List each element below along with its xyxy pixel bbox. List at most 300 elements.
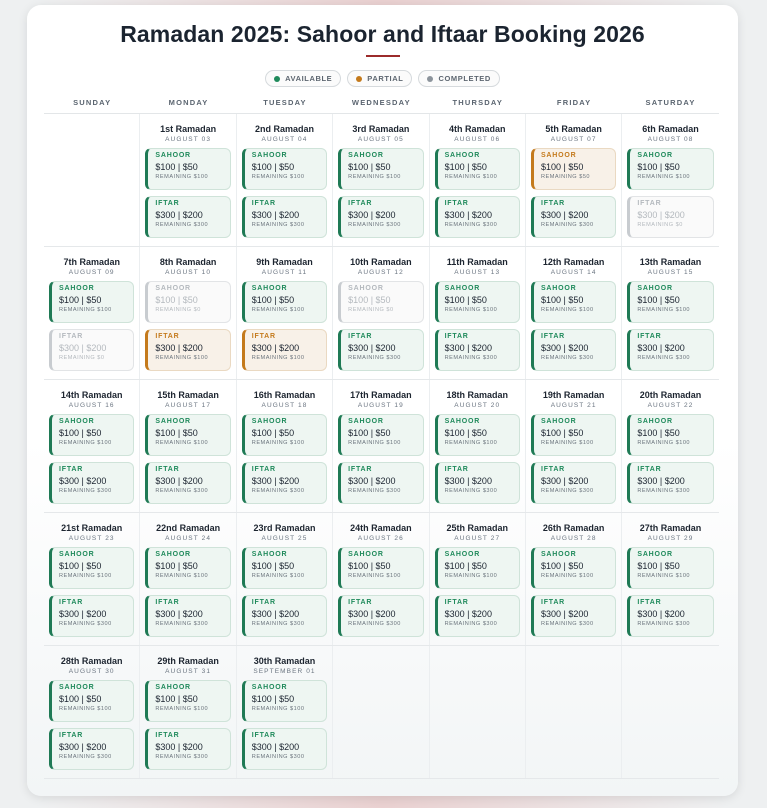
empty-cell [622,646,718,778]
day-header [526,380,621,409]
ramadan-day-name: 22nd Ramadan [156,523,221,533]
iftar-slot-partial[interactable] [242,329,327,371]
iftar-price: $300 | $200 [444,476,492,486]
sahoor-remaining: REMAINING $100 [540,307,594,313]
sahoor-slot-available[interactable] [627,148,713,190]
sahoor-slot-available[interactable] [338,148,423,190]
legend-label: COMPLETED [438,74,491,83]
calendar-grid [44,96,719,779]
iftar-label: IFTAR [540,466,566,473]
iftar-price: $300 | $200 [59,742,107,752]
weekday-friday: FRIDAY [556,98,592,107]
iftar-slot-available[interactable] [242,196,327,238]
sahoor-slot-available[interactable] [49,680,134,722]
day-header [140,513,235,542]
sahoor-price: $100 | $50 [444,162,487,172]
iftar-remaining: REMAINING $300 [251,621,305,627]
iftar-remaining: REMAINING $300 [444,222,498,228]
sahoor-slot-available[interactable] [435,281,520,323]
day-header [140,247,235,276]
sahoor-label: SAHOOR [540,285,577,292]
iftar-remaining: REMAINING $300 [637,621,691,627]
iftar-slot-available[interactable] [435,595,520,637]
iftar-slot-available[interactable] [49,595,134,637]
iftar-price: $300 | $200 [540,343,589,353]
sahoor-price: $100 | $50 [637,428,680,438]
ramadan-day-name: 30th Ramadan [253,656,316,666]
sahoor-label: SAHOOR [251,285,288,292]
sahoor-price: $100 | $50 [348,428,391,438]
sahoor-remaining: REMAINING $100 [155,706,209,712]
ramadan-day-name: 16th Ramadan [253,390,316,400]
sahoor-slot-available[interactable] [338,547,423,589]
sahoor-slot-available[interactable] [627,281,713,323]
sahoor-slot-completed [338,281,423,323]
iftar-price: $300 | $200 [59,476,107,486]
sahoor-label: SAHOOR [637,152,673,159]
iftar-price: $300 | $200 [540,609,589,619]
gregorian-date: AUGUST 21 [550,402,597,409]
iftar-slot-available[interactable] [49,462,134,504]
sahoor-label: SAHOOR [444,418,481,425]
sahoor-remaining: REMAINING $100 [444,573,498,579]
day-cell [526,380,622,512]
sahoor-label: SAHOOR [637,285,673,292]
day-header [140,646,235,675]
ramadan-day-name: 27th Ramadan [639,523,702,533]
sahoor-price: $100 | $50 [59,561,102,571]
weekday-thursday: THURSDAY [452,98,504,107]
ramadan-day-name: 29th Ramadan [157,656,219,666]
iftar-remaining: REMAINING $300 [444,488,498,494]
gregorian-date: AUGUST 06 [454,136,501,143]
weekday-monday: MONDAY [168,98,209,107]
sahoor-price: $100 | $50 [348,162,391,172]
iftar-label: IFTAR [155,599,180,606]
sahoor-slot-available[interactable] [627,547,713,589]
ramadan-day-name: 20th Ramadan [639,390,702,400]
day-cell [526,513,622,645]
iftar-slot-available[interactable] [531,462,616,504]
sahoor-slot-available[interactable] [242,414,327,456]
sahoor-label: SAHOOR [348,152,384,159]
iftar-slot-available[interactable] [338,196,423,238]
sahoor-slot-available[interactable] [627,414,713,456]
iftar-remaining: REMAINING $0 [59,355,105,361]
sahoor-slot-available[interactable] [338,414,423,456]
iftar-slot-available[interactable] [145,196,230,238]
iftar-slot-completed [49,329,134,371]
sahoor-slot-available[interactable] [531,281,616,323]
gregorian-date: AUGUST 03 [165,136,212,143]
empty-cell [333,646,429,778]
legend-completed [418,70,499,87]
sahoor-price: $100 | $50 [540,428,584,438]
sahoor-price: $100 | $50 [637,295,680,305]
iftar-remaining: REMAINING $300 [251,222,305,228]
sahoor-label: SAHOOR [251,684,288,691]
day-cell [44,247,140,379]
sahoor-remaining: REMAINING $100 [348,440,401,446]
sahoor-slot-available[interactable] [49,281,134,323]
iftar-slot-available[interactable] [242,595,327,637]
iftar-slot-available[interactable] [435,196,520,238]
partial-dot-icon [356,76,362,82]
iftar-remaining: REMAINING $300 [637,355,691,361]
iftar-price: $300 | $200 [251,742,300,752]
ramadan-day-name: 19th Ramadan [542,390,605,400]
iftar-label: IFTAR [444,333,469,340]
day-header [140,380,235,409]
day-cell [333,380,429,512]
gregorian-date: AUGUST 08 [647,136,694,143]
weekday-wednesday: WEDNESDAY [351,98,411,107]
gregorian-date: AUGUST 17 [165,402,212,409]
sahoor-slot-available[interactable] [49,547,134,589]
day-header [526,513,621,542]
iftar-price: $300 | $200 [348,210,396,220]
gregorian-date: AUGUST 22 [647,402,694,409]
iftar-remaining: REMAINING $300 [540,355,594,361]
sahoor-price: $100 | $50 [155,561,198,571]
sahoor-slot-partial[interactable] [531,148,616,190]
sahoor-slot-available[interactable] [242,281,327,323]
sahoor-slot-completed [145,281,230,323]
empty-cell [526,646,622,778]
day-cell [44,646,140,778]
gregorian-date: SEPTEMBER 01 [253,668,316,675]
sahoor-slot-available[interactable] [531,547,616,589]
iftar-label: IFTAR [59,466,84,473]
iftar-label: IFTAR [540,599,566,606]
sahoor-slot-available[interactable] [435,414,520,456]
sahoor-label: SAHOOR [251,152,288,159]
ramadan-day-name: 11th Ramadan [446,257,508,267]
day-header [333,513,428,542]
day-header [333,114,428,143]
day-cell [333,114,429,246]
sahoor-label: SAHOOR [59,285,95,292]
day-header [430,114,525,143]
sahoor-price: $100 | $50 [348,295,391,305]
day-cell [237,247,333,379]
ramadan-day-name: 15th Ramadan [157,390,219,400]
gregorian-date: AUGUST 18 [261,402,308,409]
gregorian-date: AUGUST 29 [647,535,694,542]
sahoor-remaining: REMAINING $100 [59,706,112,712]
gregorian-date: AUGUST 15 [647,269,694,276]
iftar-price: $300 | $200 [637,343,685,353]
iftar-price: $300 | $200 [155,742,203,752]
iftar-label: IFTAR [251,333,276,340]
sahoor-remaining: REMAINING $100 [444,307,498,313]
day-cell [430,114,526,246]
iftar-remaining: REMAINING $300 [637,488,691,494]
sahoor-label: SAHOOR [59,684,95,691]
day-header [237,646,332,675]
sahoor-price: $100 | $50 [348,561,391,571]
sahoor-label: SAHOOR [540,551,577,558]
sahoor-price: $100 | $50 [59,694,102,704]
ramadan-day-name: 21st Ramadan [61,523,123,533]
ramadan-day-name: 10th Ramadan [350,257,412,267]
sahoor-slot-available[interactable] [435,547,520,589]
ramadan-day-name: 12th Ramadan [542,257,605,267]
sahoor-price: $100 | $50 [251,295,295,305]
sahoor-price: $100 | $50 [540,162,584,172]
iftar-price: $300 | $200 [155,476,203,486]
iftar-remaining: REMAINING $300 [348,355,401,361]
sahoor-remaining: REMAINING $100 [155,440,209,446]
iftar-remaining: REMAINING $300 [540,488,594,494]
day-header [333,247,428,276]
page-title: Ramadan 2025: Sahoor and Iftaar Booking 2026 [120,21,645,47]
gregorian-date: AUGUST 16 [68,402,115,409]
iftar-remaining: REMAINING $300 [59,754,112,760]
sahoor-slot-available[interactable] [435,148,520,190]
day-header [622,513,718,542]
sahoor-remaining: REMAINING $100 [251,307,305,313]
gregorian-date: AUGUST 26 [357,535,404,542]
gregorian-date: AUGUST 30 [68,668,115,675]
iftar-slot-available[interactable] [145,728,230,770]
sahoor-remaining: REMAINING $100 [540,573,594,579]
day-header [430,513,525,542]
day-cell [333,247,429,379]
day-cell [237,513,333,645]
day-cell [622,114,718,246]
iftar-label: IFTAR [251,200,276,207]
gregorian-date: AUGUST 05 [357,136,404,143]
iftar-price: $300 | $200 [251,476,300,486]
bottom-glow [40,794,727,808]
iftar-price: $300 | $200 [540,210,589,220]
iftar-label: IFTAR [348,599,373,606]
available-dot-icon [274,76,280,82]
calendar-week [44,247,719,380]
ramadan-day-name: 9th Ramadan [256,257,313,267]
iftar-remaining: REMAINING $300 [251,488,305,494]
sahoor-label: SAHOOR [155,684,191,691]
iftar-price: $300 | $200 [637,210,685,220]
iftar-price: $300 | $200 [637,609,685,619]
sahoor-remaining: REMAINING $0 [155,307,201,313]
iftar-slot-available[interactable] [242,462,327,504]
booking-card [27,5,738,796]
gregorian-date: AUGUST 07 [550,136,597,143]
sahoor-label: SAHOOR [155,551,191,558]
sahoor-remaining: REMAINING $100 [637,307,691,313]
iftar-price: $300 | $200 [348,609,396,619]
gregorian-date: AUGUST 20 [454,402,501,409]
sahoor-remaining: REMAINING $100 [540,440,594,446]
sahoor-label: SAHOOR [540,418,577,425]
day-cell [622,513,718,645]
sahoor-label: SAHOOR [59,418,95,425]
day-header [622,247,718,276]
legend-label: AVAILABLE [285,74,333,83]
sahoor-label: SAHOOR [59,551,95,558]
iftar-label: IFTAR [637,200,662,207]
sahoor-slot-available[interactable] [145,547,230,589]
iftar-price: $300 | $200 [348,476,396,486]
weekday-sunday: SUNDAY [73,98,112,107]
sahoor-label: SAHOOR [540,152,577,159]
day-cell [140,380,236,512]
legend-label: PARTIAL [367,74,404,83]
iftar-slot-available[interactable] [338,329,423,371]
day-header [526,247,621,276]
iftar-slot-available[interactable] [627,329,713,371]
day-cell [237,380,333,512]
legend-partial [347,70,412,87]
sahoor-remaining: REMAINING $100 [348,573,401,579]
ramadan-day-name: 25th Ramadan [446,523,509,533]
iftar-label: IFTAR [348,200,373,207]
iftar-slot-completed [627,196,713,238]
day-header [430,247,525,276]
sahoor-label: SAHOOR [155,418,191,425]
iftar-price: $300 | $200 [251,210,300,220]
gregorian-date: AUGUST 31 [165,668,212,675]
day-header [44,380,139,409]
ramadan-day-name: 3rd Ramadan [352,124,410,134]
sahoor-slot-available[interactable] [242,547,327,589]
ramadan-day-name: 23rd Ramadan [253,523,316,533]
iftar-label: IFTAR [637,466,662,473]
iftar-label: IFTAR [155,333,180,340]
sahoor-slot-available[interactable] [242,680,327,722]
iftar-remaining: REMAINING $300 [155,754,209,760]
iftar-slot-available[interactable] [338,462,423,504]
weekday-saturday: SATURDAY [645,98,696,107]
calendar-weeks [44,114,719,779]
iftar-label: IFTAR [348,466,373,473]
gregorian-date: AUGUST 11 [261,269,308,276]
iftar-remaining: REMAINING $300 [348,488,401,494]
day-cell [140,247,236,379]
sahoor-label: SAHOOR [251,551,288,558]
sahoor-remaining: REMAINING $100 [155,573,209,579]
iftar-remaining: REMAINING $0 [637,222,683,228]
iftar-remaining: REMAINING $300 [540,222,594,228]
iftar-slot-available[interactable] [627,462,713,504]
empty-cell [44,114,140,246]
sahoor-price: $100 | $50 [155,295,198,305]
gregorian-date: AUGUST 14 [550,269,597,276]
iftar-remaining: REMAINING $300 [155,488,209,494]
ramadan-day-name: 4th Ramadan [449,124,506,134]
empty-cell [430,646,526,778]
sahoor-remaining: REMAINING $50 [540,174,591,180]
sahoor-slot-available[interactable] [242,148,327,190]
iftar-remaining: REMAINING $300 [348,621,401,627]
sahoor-label: SAHOOR [637,418,673,425]
iftar-slot-available[interactable] [435,462,520,504]
day-cell [140,114,236,246]
sahoor-price: $100 | $50 [59,428,102,438]
gregorian-date: AUGUST 25 [261,535,308,542]
iftar-slot-available[interactable] [531,196,616,238]
sahoor-label: SAHOOR [348,285,384,292]
day-header [237,114,332,143]
iftar-label: IFTAR [540,200,566,207]
day-cell [44,513,140,645]
iftar-label: IFTAR [251,466,276,473]
iftar-label: IFTAR [637,599,662,606]
day-header [237,513,332,542]
day-cell [430,380,526,512]
sahoor-remaining: REMAINING $100 [59,440,112,446]
day-cell [237,646,333,778]
iftar-slot-available[interactable] [49,728,134,770]
sahoor-slot-available[interactable] [531,414,616,456]
gregorian-date: AUGUST 19 [357,402,404,409]
iftar-label: IFTAR [59,333,84,340]
sahoor-price: $100 | $50 [59,295,102,305]
calendar-week [44,646,719,779]
day-header [44,646,139,675]
iftar-price: $300 | $200 [637,476,685,486]
iftar-slot-partial[interactable] [145,329,230,371]
day-header [140,114,235,143]
ramadan-day-name: 14th Ramadan [60,390,123,400]
sahoor-price: $100 | $50 [251,162,295,172]
sahoor-slot-available[interactable] [49,414,134,456]
sahoor-label: SAHOOR [444,551,481,558]
sahoor-price: $100 | $50 [155,428,198,438]
ramadan-day-name: 6th Ramadan [642,124,699,134]
iftar-slot-available[interactable] [531,329,616,371]
iftar-label: IFTAR [444,466,469,473]
iftar-slot-available[interactable] [531,595,616,637]
day-header [430,380,525,409]
day-header [622,114,718,143]
iftar-price: $300 | $200 [444,609,492,619]
iftar-slot-available[interactable] [145,462,230,504]
sahoor-label: SAHOOR [348,551,384,558]
iftar-label: IFTAR [155,200,180,207]
iftar-slot-available[interactable] [338,595,423,637]
iftar-slot-available[interactable] [627,595,713,637]
sahoor-slot-available[interactable] [145,680,230,722]
gregorian-date: AUGUST 13 [454,269,501,276]
sahoor-label: SAHOOR [444,152,481,159]
iftar-label: IFTAR [155,732,180,739]
status-legend [27,70,738,87]
sahoor-remaining: REMAINING $0 [348,307,394,313]
day-header [237,247,332,276]
iftar-price: $300 | $200 [59,343,107,353]
sahoor-remaining: REMAINING $100 [444,174,498,180]
sahoor-slot-available[interactable] [145,148,230,190]
ramadan-day-name: 17th Ramadan [350,390,412,400]
sahoor-remaining: REMAINING $100 [637,174,691,180]
day-cell [622,380,718,512]
iftar-slot-available[interactable] [145,595,230,637]
sahoor-price: $100 | $50 [155,162,198,172]
day-cell [430,513,526,645]
sahoor-price: $100 | $50 [637,561,680,571]
iftar-label: IFTAR [251,732,276,739]
sahoor-price: $100 | $50 [444,561,487,571]
title-underline [366,55,400,57]
iftar-price: $300 | $200 [155,210,203,220]
sahoor-slot-available[interactable] [145,414,230,456]
calendar-week [44,114,719,247]
iftar-slot-available[interactable] [435,329,520,371]
iftar-slot-available[interactable] [242,728,327,770]
